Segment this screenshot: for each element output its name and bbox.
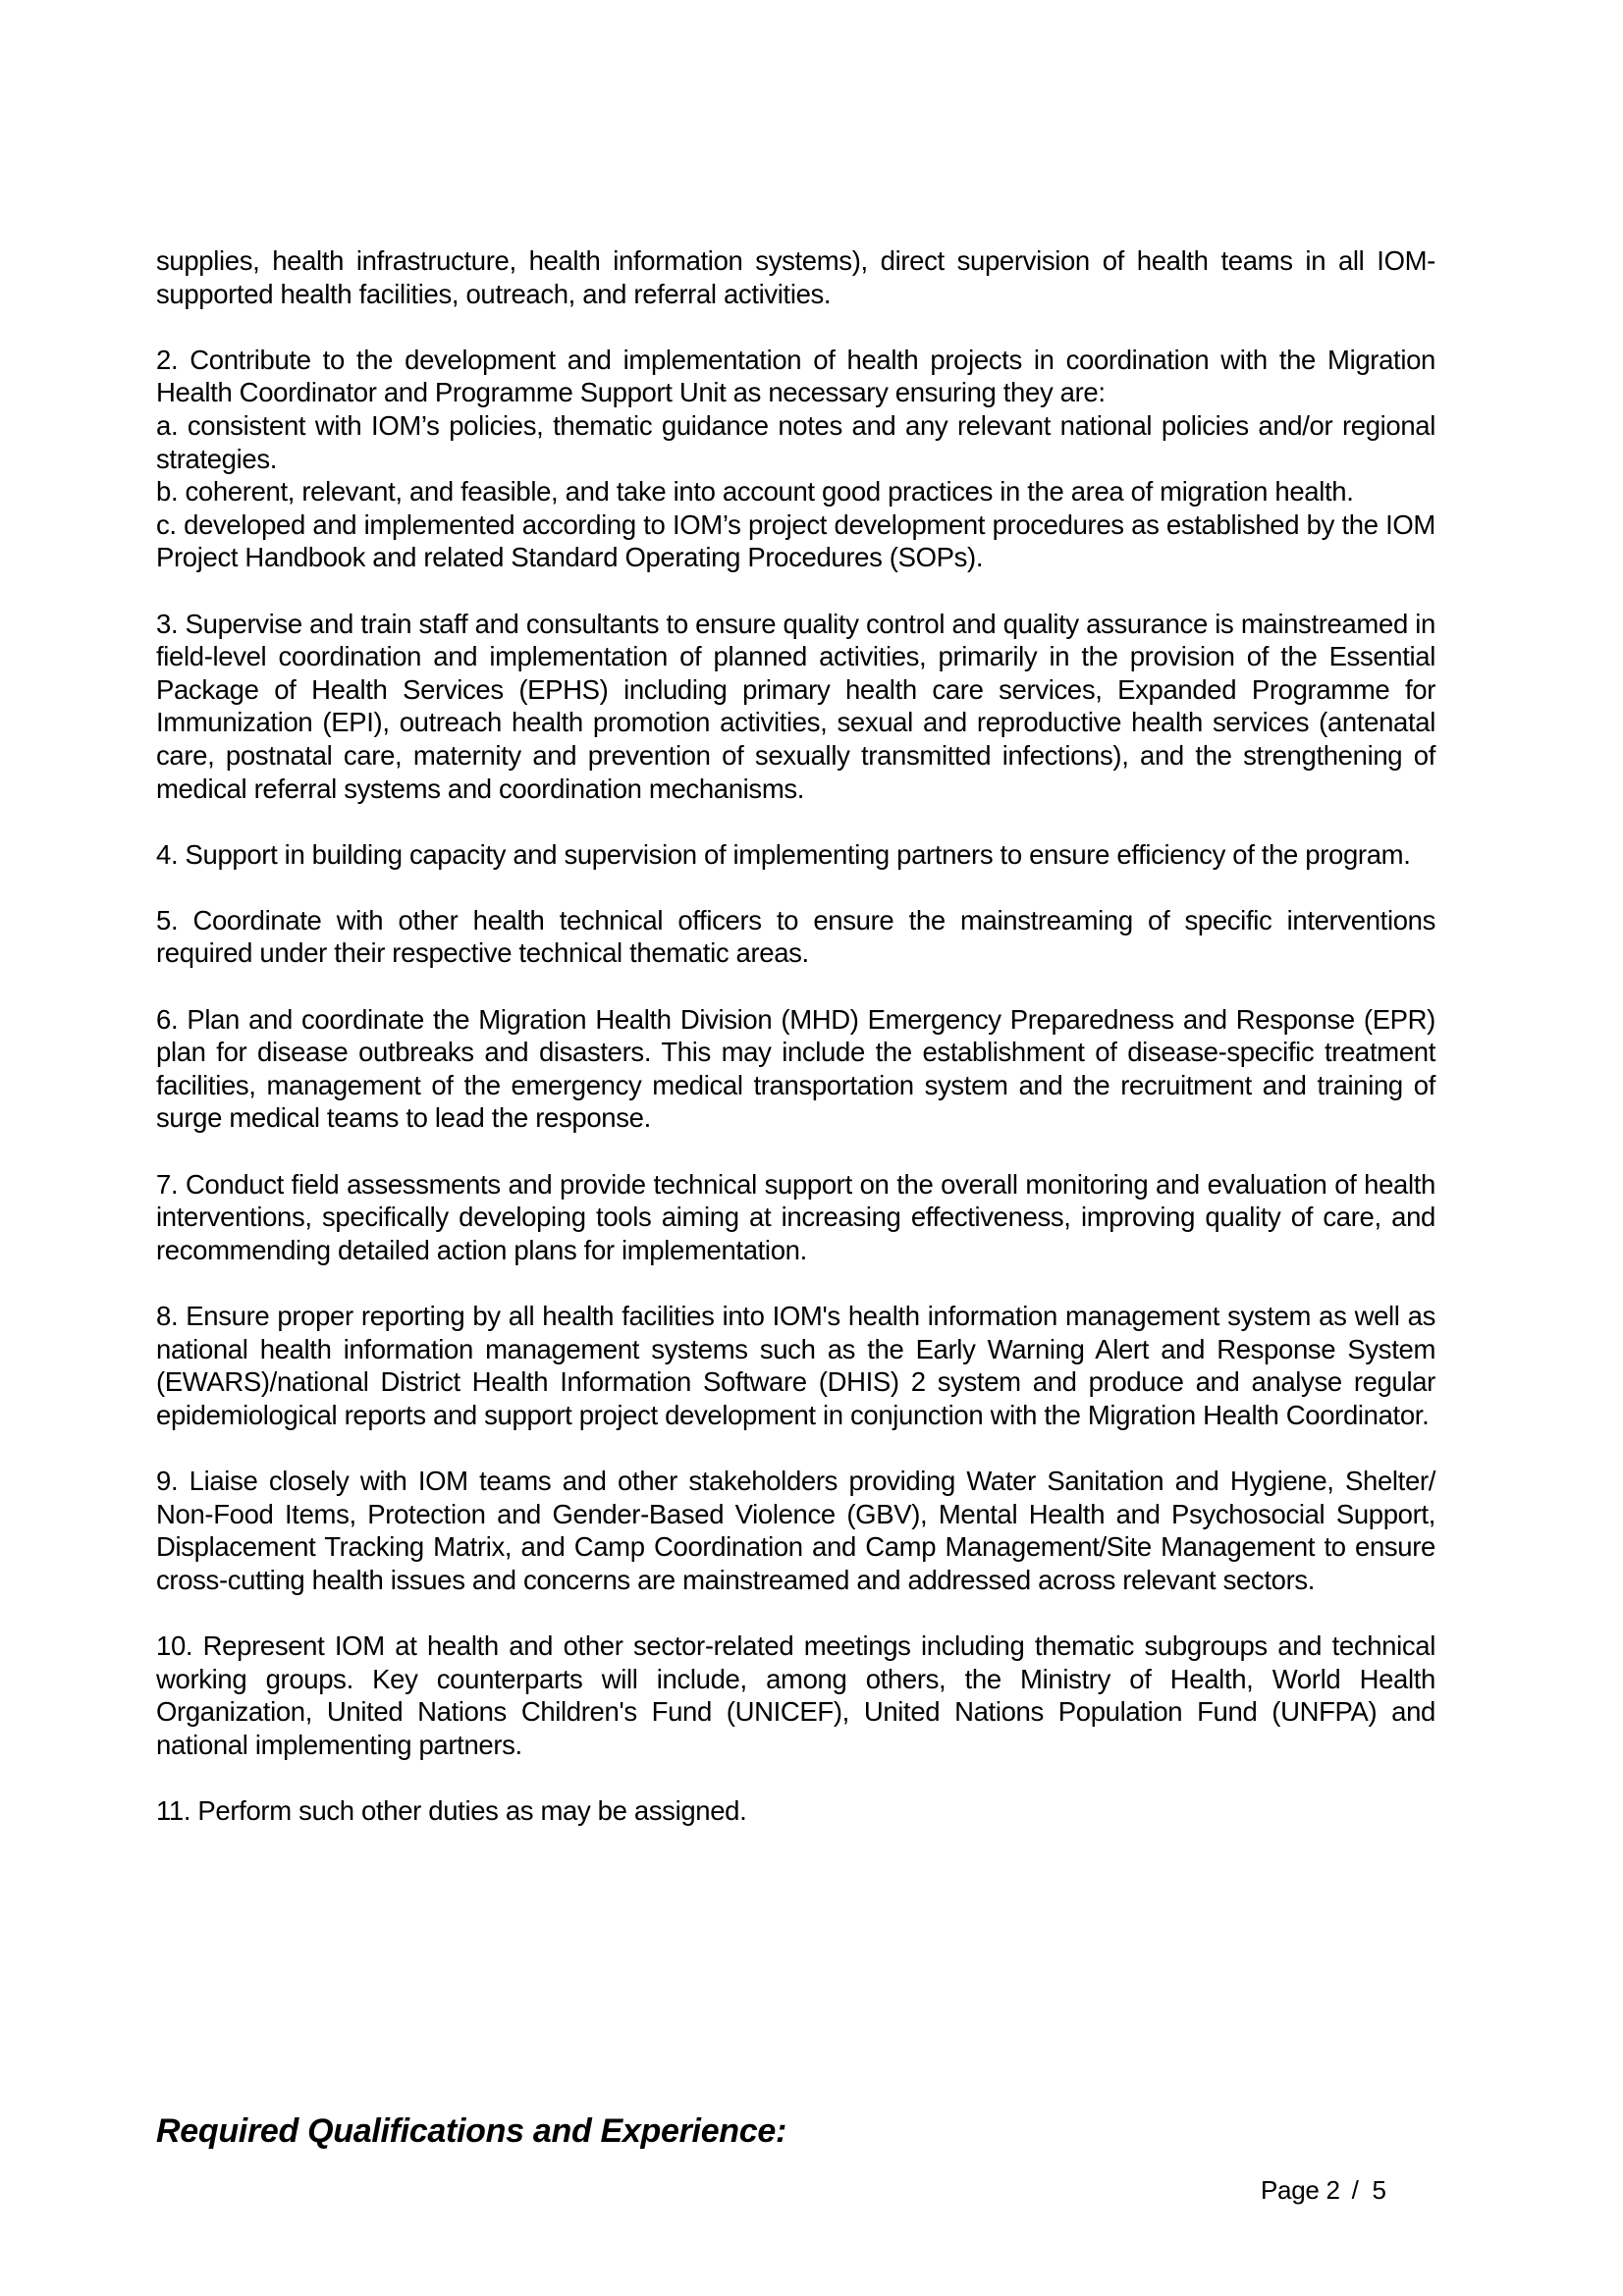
duty-subitem-c: c. developed and implemented according to IOM’s project development procedures as established by the IOM Project Handbook and related Standard Operating Procedures (SOPs). [156,508,1435,573]
duty-item-4: 4. Support in building capacity and supervision of implementing partners to ensure efficiency of the program. [156,838,1411,870]
duty-item-5: 5. Coordinate with other health technical officers to ensure the mainstreaming of specific interventions required under their respective technical thematic areas. [156,904,1435,969]
continuation-paragraph: supplies, health infrastructure, health information systems), direct supervision of health teams in all IOM-supported health facilities, outreach, and referral activities. [156,245,1435,309]
duty-item-10: 10. Represent IOM at health and other sector-related meetings including thematic subgroups and technical working groups. Key counterparts will include, among others, the Ministry of Health, World Health Organization, United Nations Children's Fund (UNICEF), United Nations Population Fund (UNFPA) and national implementing partners. [156,1629,1435,1760]
duty-item-9: 9. Liaise closely with IOM teams and other stakeholders providing Water Sanitation and Hygiene, Shelter/ Non-Food Items, Protection and Gender-Based Violence (GBV), Mental Health and Psychosocial Support, Displacement Tracking Matrix, and Camp Coordination and Camp Management/Site Management to ensure cross-cutting health issues and concerns are mainstreamed and addressed across relevant sectors. [156,1465,1435,1595]
page-footer [1261,2175,1386,2206]
page-total: 5 [1372,2175,1386,2205]
duty-item-8: 8. Ensure proper reporting by all health facilities into IOM's health information management system as well as national health information management systems such as the Early Warning Alert and Response System (EWARS)/national District Health Information Software (DHIS) 2 system and produce and analyse regular epidemiological reports and support project development in conjunction with the Migration Health Coordinator. [156,1301,1435,1430]
section-heading-qualifications: Required Qualifications and Experience: [156,2112,787,2150]
duty-subitem-a: a. consistent with IOM’s policies, thematic guidance notes and any relevant national policies and/or regional strategies. [156,409,1435,474]
duty-subitem-b: b. coherent, relevant, and feasible, and take into account good practices in the area of migration health. [156,476,1354,507]
duty-item-7: 7. Conduct field assessments and provide technical support on the overall monitoring and evaluation of health interventions, specifically developing tools aiming at increasing effectiveness, improving quality of care, and recommending detailed action plans for implementation. [156,1168,1435,1265]
duty-item-11: 11. Perform such other duties as may be assigned. [156,1794,747,1826]
page-number-label: Page 2 [1261,2175,1340,2205]
duty-item-2 [156,344,1435,574]
duty-item-3: 3. Supervise and train staff and consultants to ensure quality control and quality assurance is mainstreamed in field-level coordination and implementation of planned activities, primarily in the provision of the Essential Package of Health Services (EPHS) including primary health care services, Expanded Programme for Immunization (EPI), outreach health promotion activities, sexual and reproductive health services (antenatal care, postnatal care, maternity and prevention of sexually transmitted infections), and the strengthening of medical referral systems and coordination mechanisms. [156,608,1435,804]
document-body [156,244,1435,1860]
page-separator: / [1351,2175,1359,2205]
duty-item-6: 6. Plan and coordinate the Migration Health Division (MHD) Emergency Preparedness and Response (EPR) plan for disease outbreaks and disasters. This may include the establishment of disease-specific treatment facilities, management of the emergency medical transportation system and the recruitment and training of surge medical teams to lead the response. [156,1003,1435,1134]
duty-text: 2. Contribute to the development and implementation of health projects in coordination with the Migration Health Coordinator and Programme Support Unit as necessary ensuring they are: [156,344,1435,408]
